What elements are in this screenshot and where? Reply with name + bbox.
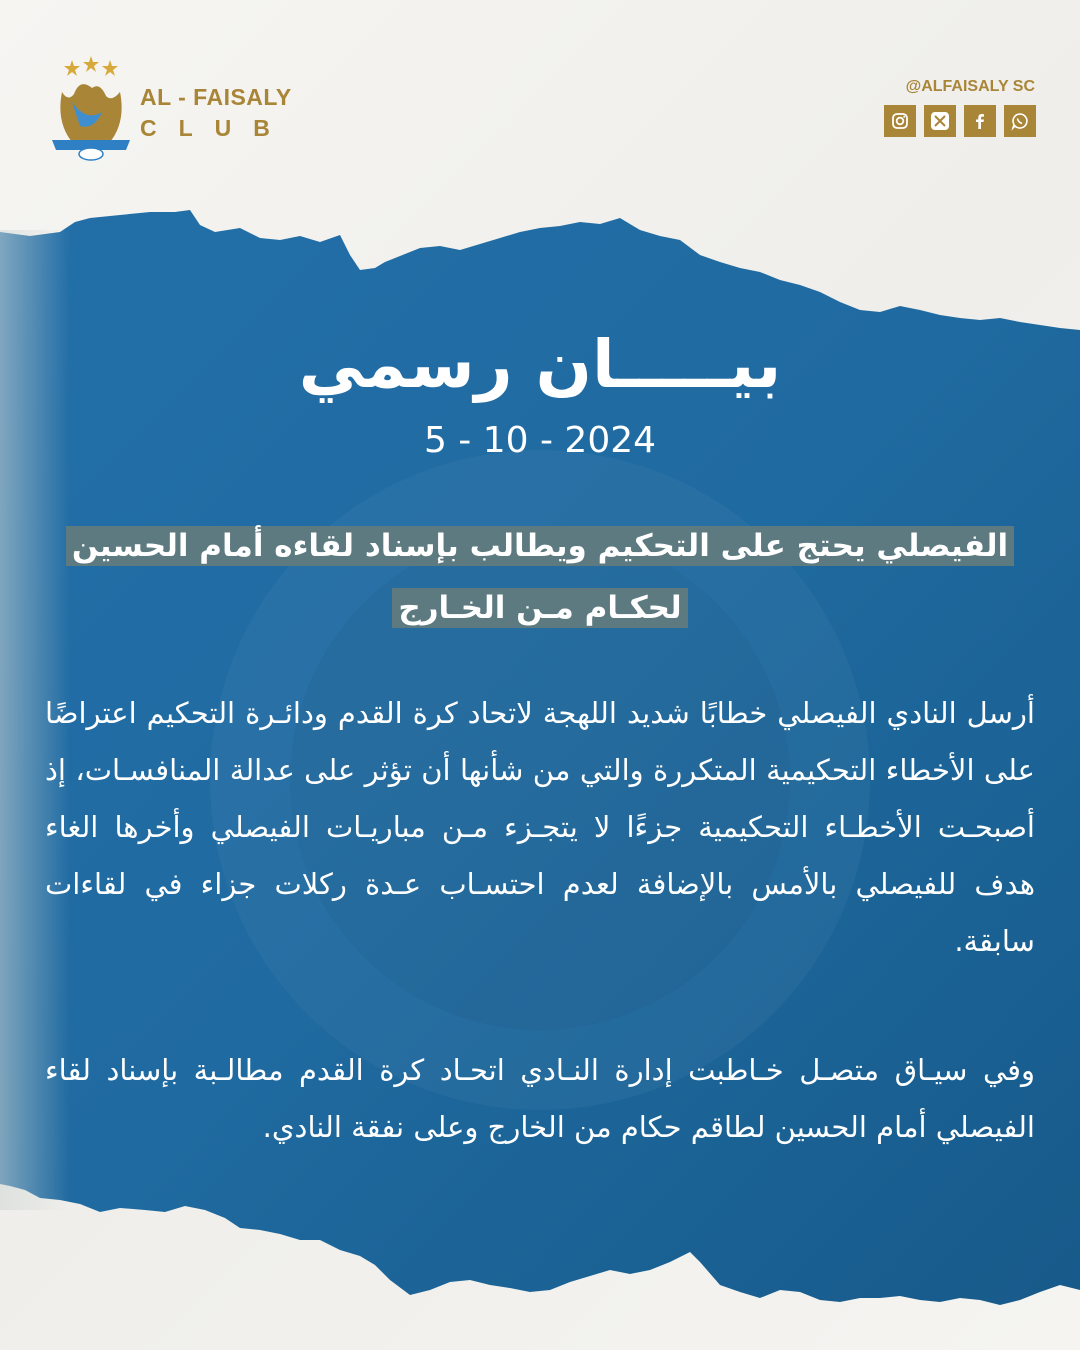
instagram-icon[interactable] xyxy=(884,105,916,137)
social-icons xyxy=(884,105,1036,137)
statement-title: بيـــــان رسمي xyxy=(293,330,788,400)
headline-text: الفيصلي يحتج على التحكيم ويطالب بإسناد لقاءه أمام الحسين لحكـام مـن الخـارج xyxy=(66,526,1014,628)
brand-name: AL - FAISALY xyxy=(140,84,292,110)
header xyxy=(0,0,1080,170)
statement-headline xyxy=(40,515,1040,639)
statement-paragraph-1: أرسل النادي الفيصلي خطابًا شديد اللهجة لاتحاد كرة القدم ودائـرة التحكيم اعتراضًا على الأخطاء التحكيمية المتكررة والتي من شأنها أن تؤثر على عدالة المنافسـات، إذ أصبحـت الأخطـاء التحكيمية جزءًا لا يتجـزء مـن مباريـات الفيصلي وأخرها الغاء هدف للفيصلي بالأمس بالإضافة لعدم احتسـاب عـدة ركلات جزاء في لقاءات سابقة. xyxy=(45,696,1035,958)
brand-subtitle: CLUB xyxy=(140,115,292,141)
social-handle: @ALFAISALY SC xyxy=(905,78,1035,95)
x-icon[interactable] xyxy=(924,105,956,137)
club-brand xyxy=(140,84,292,142)
facebook-icon[interactable] xyxy=(964,105,996,137)
eagle-crest-icon xyxy=(50,52,132,162)
statement-date: 5 - 10 - 2024 xyxy=(423,420,657,461)
statement-paragraph-2: وفي سيـاق متصـل خـاطبت إدارة النـادي اتحـاد كرة القدم مطالـبة بإسناد لقاء الفيصلي أمام الحسين لطاقم حكام من الخارج وعلى نفقة النادي. xyxy=(45,1053,1035,1144)
statement-title-wrap xyxy=(0,326,1080,403)
whatsapp-icon[interactable] xyxy=(1004,105,1036,137)
